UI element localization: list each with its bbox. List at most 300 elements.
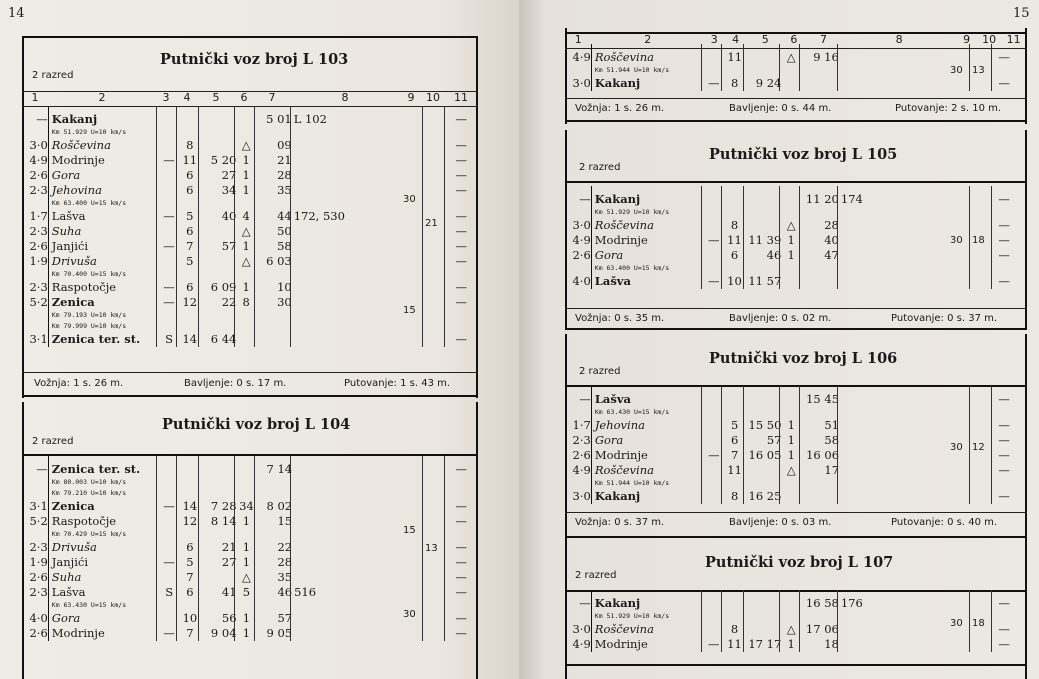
connection-note <box>292 138 402 153</box>
departure-time: 11 20 <box>805 192 839 206</box>
col-header: 1 <box>574 33 582 46</box>
col11: — <box>998 637 1010 651</box>
arrival-time: 8 14 <box>210 514 237 528</box>
col-header: 5 <box>212 91 220 104</box>
column-rule <box>198 106 199 347</box>
col9 <box>402 112 423 127</box>
column-header-row <box>22 91 478 105</box>
run-minutes: 8 <box>186 138 194 152</box>
column-rule <box>799 590 800 652</box>
stop-time: Bavljenje: 0 s. 02 m. <box>729 313 832 324</box>
departure-time: 58 <box>824 433 840 447</box>
run-minutes: 7 <box>186 570 194 584</box>
col9 <box>402 209 423 224</box>
station-row <box>22 153 478 168</box>
departure-time: 46 <box>277 585 293 599</box>
station-row <box>565 76 1017 91</box>
stop-minutes: 1 <box>242 626 251 640</box>
station-row <box>565 463 1017 478</box>
column-rule <box>779 590 780 652</box>
run-minutes: 6 <box>186 540 194 554</box>
distance-km: 4·9 <box>572 233 591 247</box>
arrival-time: 34 <box>221 183 237 197</box>
station-name: Roščevina <box>594 622 654 636</box>
connection-note <box>292 555 402 570</box>
station-row <box>22 168 478 183</box>
distance-km: 2·6 <box>572 448 591 462</box>
column-rule <box>48 106 49 347</box>
station-row <box>22 462 478 477</box>
col10 <box>423 254 444 269</box>
col10 <box>423 585 444 600</box>
station-name: Kakanj <box>594 596 641 610</box>
col11: — <box>998 76 1010 90</box>
col10 <box>970 392 991 407</box>
col10 <box>423 499 444 514</box>
col9 <box>402 585 423 600</box>
speed-note-row <box>22 127 478 138</box>
distance-km: 4·9 <box>572 637 591 651</box>
station-row <box>565 218 1017 233</box>
speed-note-row <box>565 207 1017 218</box>
distance-km: 4·9 <box>572 463 591 477</box>
col-header: 2 <box>98 91 106 104</box>
stop-type: — <box>163 239 175 253</box>
col10 <box>970 274 991 289</box>
arrival-time: 6 44 <box>210 332 237 346</box>
col10 <box>423 153 444 168</box>
total-time: Putovanje: 1 s. 43 m. <box>344 378 451 389</box>
station-row <box>22 239 478 254</box>
station-row <box>565 392 1017 407</box>
station-name: Kakanj <box>594 192 641 206</box>
col11: — <box>998 218 1010 232</box>
distance-km: 4·9 <box>29 153 48 167</box>
distance-km: 3·0 <box>572 76 591 90</box>
stop-minutes: 1 <box>242 153 250 167</box>
departure-time: 17 <box>824 463 840 477</box>
station-name: Zenica ter. st. <box>51 462 141 476</box>
speed-note-row <box>22 488 478 499</box>
departure-time: 40 <box>824 233 839 247</box>
col-header: 10 <box>426 91 440 104</box>
stop-minutes: △ <box>786 463 796 477</box>
column-rule <box>743 386 744 504</box>
departure-time: 51 <box>824 418 840 432</box>
column-rule <box>779 186 780 289</box>
distance-km: 2·3 <box>29 224 48 238</box>
column-rule <box>444 106 445 347</box>
column-rule <box>156 106 157 347</box>
station-name: Zenica <box>51 499 95 513</box>
arrival-time: 15 50 <box>748 418 782 432</box>
connection-note <box>292 540 402 555</box>
station-name: Kakanj <box>594 489 641 503</box>
arrival-time: 57 <box>221 239 237 253</box>
col11: — <box>455 224 468 238</box>
connection-note <box>839 274 949 289</box>
col9 <box>948 76 969 91</box>
stop-minutes: △ <box>241 224 251 238</box>
arrival-time <box>745 218 781 233</box>
timing-annotation: 15 <box>403 524 416 536</box>
connection-note <box>839 448 948 463</box>
stop-minutes: 1 <box>242 280 250 294</box>
column-rule <box>991 386 992 504</box>
column-rule <box>701 590 702 652</box>
col11: — <box>998 463 1010 477</box>
connection-note <box>839 392 948 407</box>
station-name: Drivuša <box>51 540 97 554</box>
stop-type: — <box>707 233 720 247</box>
arrival-time <box>201 112 237 127</box>
stop-minutes: 4 <box>242 209 250 223</box>
col11: — <box>998 274 1010 288</box>
col11: — <box>998 433 1010 447</box>
timing-annotation: 30 <box>950 618 963 629</box>
arrival-time: 5 20 <box>210 153 237 167</box>
run-minutes: 5 <box>730 418 739 432</box>
stop-minutes: 1 <box>242 514 251 528</box>
class-label: 2 razred <box>32 70 74 81</box>
departure-time: 16 58 <box>805 596 839 610</box>
col11: — <box>455 280 468 294</box>
run-minutes: 11 <box>727 50 743 64</box>
col11: — <box>455 462 468 476</box>
distance-km: — <box>36 462 48 476</box>
col10 <box>423 138 444 153</box>
col10 <box>423 112 444 127</box>
col11: — <box>455 555 468 569</box>
stop-type: — <box>163 626 175 640</box>
arrival-time <box>201 138 237 153</box>
train-title: Putnički voz broj L 105 <box>709 146 898 163</box>
train-l103-continuation <box>565 28 1027 124</box>
arrival-time <box>746 463 782 478</box>
col11: — <box>998 50 1010 64</box>
col9 <box>948 274 969 289</box>
distance-km: 4·9 <box>572 50 591 64</box>
col10 <box>423 555 444 570</box>
column-rule <box>721 386 722 504</box>
class-label: 2 razred <box>32 436 74 447</box>
arrival-time <box>201 570 237 585</box>
station-name: Janjići <box>51 555 89 569</box>
run-minutes: 8 <box>730 218 739 232</box>
station-name: Modrinje <box>51 153 105 167</box>
col10 <box>423 295 444 310</box>
column-rule <box>969 590 970 652</box>
col11: — <box>998 392 1010 406</box>
col9 <box>402 332 423 347</box>
col11: — <box>455 295 468 309</box>
station-name: Roščevina <box>594 218 654 232</box>
station-name: Modrinje <box>51 626 105 640</box>
column-rule <box>254 106 255 347</box>
left-page <box>0 0 519 679</box>
station-name: Drivuša <box>51 254 97 268</box>
stop-type: — <box>163 295 175 309</box>
departure-time: 28 <box>277 168 292 182</box>
run-minutes: 7 <box>186 626 194 640</box>
total-time: Putovanje: 0 s. 40 m. <box>891 517 998 528</box>
station-name: Gora <box>594 433 624 447</box>
connection-note: 172, 530 <box>293 209 345 223</box>
departure-time <box>801 274 839 289</box>
run-minutes: 12 <box>182 295 198 309</box>
station-name: Modrinje <box>594 233 648 247</box>
arrival-time: 56 <box>221 611 237 625</box>
station-row <box>22 626 478 641</box>
departure-time: 47 <box>824 248 839 262</box>
departure-time: 9 05 <box>266 626 293 640</box>
column-rule <box>254 456 255 641</box>
run-minutes: 6 <box>186 224 194 238</box>
stop-type: — <box>708 448 720 462</box>
col11: — <box>455 626 468 640</box>
column-rule <box>799 186 800 289</box>
col10 <box>970 463 991 478</box>
col-header: 2 <box>644 33 652 46</box>
timing-annotation: 12 <box>972 442 985 453</box>
column-rule <box>591 186 592 289</box>
distance-km: 4·0 <box>29 611 48 625</box>
column-rule <box>779 386 780 504</box>
distance-km: 1·7 <box>572 418 591 432</box>
col-header: 6 <box>240 91 248 104</box>
col-header: 4 <box>732 33 740 46</box>
speed-note: Km 79.999 U=10 km/s <box>51 322 127 330</box>
distance-km: 2·6 <box>29 626 48 640</box>
departure-time: 28 <box>824 218 839 232</box>
station-name: Gora <box>594 248 624 262</box>
run-minutes: 6 <box>730 248 739 262</box>
col10 <box>970 76 991 91</box>
arrival-time: 17 17 <box>748 637 782 651</box>
connection-note <box>292 183 402 198</box>
station-name: Raspotočje <box>51 514 117 528</box>
col10 <box>423 570 444 585</box>
travel-time: Vožnja: 1 s. 26 m. <box>34 378 124 389</box>
distance-km: 2·6 <box>29 168 48 182</box>
speed-note: Km 51.944 U=10 km/s <box>594 479 670 487</box>
departure-time: 35 <box>277 183 292 197</box>
train-l106-section <box>565 334 1027 540</box>
stop-minutes: 1 <box>787 637 795 651</box>
col9 <box>402 462 423 477</box>
column-rule <box>591 44 592 91</box>
col11: — <box>998 192 1010 206</box>
departure-time: 7 14 <box>266 462 293 476</box>
column-rule <box>234 456 235 641</box>
total-time: Putovanje: 2 s. 10 m. <box>895 103 1002 114</box>
train-title: Putnički voz broj L 106 <box>709 350 898 367</box>
distance-km: 3·0 <box>572 489 591 503</box>
col9 <box>402 239 423 254</box>
station-name: Zenica ter. st. <box>51 332 141 346</box>
col10 <box>970 489 991 504</box>
run-minutes: 11 <box>182 153 198 167</box>
connection-note <box>292 224 402 239</box>
speed-note: Km 79.210 U=10 km/s <box>51 489 127 497</box>
column-rule <box>799 386 800 504</box>
station-row <box>565 418 1017 433</box>
departure-time: 22 <box>277 540 293 554</box>
arrival-time: 9 04 <box>210 626 237 640</box>
arrival-time <box>201 462 237 477</box>
stop-minutes: 1 <box>787 433 795 447</box>
col9 <box>402 570 423 585</box>
col-header: 11 <box>1006 33 1021 46</box>
col9 <box>402 540 423 555</box>
connection-note <box>292 280 402 295</box>
stop-type: — <box>707 637 720 651</box>
stop-time: Bavljenje: 0 s. 44 m. <box>729 103 832 114</box>
col10 <box>423 462 444 477</box>
col11: — <box>455 332 468 346</box>
distance-km: 2·3 <box>29 540 48 554</box>
distance-km: 3·1 <box>29 332 48 346</box>
departure-time: 28 <box>277 555 293 569</box>
stop-minutes: 1 <box>242 168 250 182</box>
stop-minutes: 34 <box>239 499 254 513</box>
run-minutes: 11 <box>727 463 742 477</box>
station-row <box>22 555 478 570</box>
column-rule <box>743 590 744 652</box>
col9 <box>948 418 969 433</box>
column-rule <box>48 456 49 641</box>
travel-time: Vožnja: 0 s. 35 m. <box>575 313 665 324</box>
run-minutes: 7 <box>730 448 739 462</box>
station-row <box>565 50 1017 65</box>
column-rule <box>591 590 592 652</box>
run-minutes: 6 <box>186 280 194 294</box>
stop-minutes: 1 <box>787 418 795 432</box>
run-minutes: 11 <box>727 637 742 651</box>
connection-note <box>292 499 402 514</box>
connection-note <box>292 514 402 529</box>
col10 <box>970 596 991 611</box>
departure-time: 44 <box>277 209 292 223</box>
speed-note-row <box>565 407 1017 418</box>
speed-note: Km 79.193 U=10 km/s <box>51 311 127 319</box>
column-rule <box>422 456 423 641</box>
arrival-time: 57 <box>766 433 782 447</box>
run-minutes: 11 <box>727 233 742 247</box>
column-rule <box>701 44 702 91</box>
departure-time: 35 <box>277 570 293 584</box>
col11: — <box>455 611 468 625</box>
run-minutes: 10 <box>182 611 198 625</box>
station-name: Kakanj <box>594 76 641 90</box>
distance-km: 1·9 <box>29 555 48 569</box>
arrival-time: 16 25 <box>748 489 782 503</box>
distance-km: — <box>579 596 591 610</box>
speed-note-row <box>565 263 1017 274</box>
col10 <box>423 280 444 295</box>
departure-time: 58 <box>277 239 292 253</box>
station-name: Roščevina <box>594 463 654 477</box>
timing-annotation: 13 <box>972 64 985 76</box>
arrival-time: 11 57 <box>748 274 782 288</box>
col9 <box>402 153 423 168</box>
station-row <box>565 192 1017 207</box>
stop-minutes: 1 <box>787 248 795 262</box>
station-name: Gora <box>51 611 81 625</box>
station-name: Lašva <box>594 392 631 406</box>
col11: — <box>455 570 468 584</box>
timing-annotation: 15 <box>403 304 416 316</box>
distance-km: 3·1 <box>29 499 48 513</box>
col-header: 3 <box>162 91 170 104</box>
run-minutes: 6 <box>186 585 194 599</box>
column-rule <box>176 106 177 347</box>
station-name: Zenica <box>51 295 95 309</box>
distance-km: 2·3 <box>572 433 591 447</box>
stop-type: — <box>163 499 175 513</box>
col9 <box>948 248 969 263</box>
column-rule <box>991 186 992 289</box>
speed-note: Km 51.944 U=10 km/s <box>594 66 670 74</box>
col9 <box>948 192 969 207</box>
station-row <box>565 489 1017 504</box>
connection-note <box>839 233 949 248</box>
stop-type: — <box>163 555 175 569</box>
arrival-time: 11 39 <box>748 233 782 247</box>
total-time: Putovanje: 0 s. 37 m. <box>891 313 998 324</box>
column-rule <box>969 386 970 504</box>
travel-time: Vožnja: 0 s. 37 m. <box>575 517 665 528</box>
distance-km: 2·3 <box>29 183 48 197</box>
col11: — <box>455 585 468 599</box>
distance-km: 5·2 <box>29 295 48 309</box>
connection-note: 516 <box>294 585 317 599</box>
connection-note <box>292 295 402 310</box>
run-minutes: 7 <box>186 239 194 253</box>
col11: — <box>998 489 1010 503</box>
col-header: 11 <box>454 91 468 104</box>
station-row <box>22 499 478 514</box>
column-rule <box>234 106 235 347</box>
class-label: 2 razred <box>575 570 617 581</box>
col10 <box>423 626 444 641</box>
speed-note: Km 63.430 U=15 km/s <box>594 408 670 416</box>
col10 <box>970 50 991 65</box>
column-rule <box>290 456 291 641</box>
stop-minutes: 5 <box>242 585 251 599</box>
stop-type: S <box>165 332 173 346</box>
col11: — <box>455 540 468 554</box>
col11: — <box>455 138 468 152</box>
col9 <box>948 218 969 233</box>
station-name: Gora <box>51 168 81 182</box>
connection-note <box>292 168 402 183</box>
arrival-time <box>201 224 237 239</box>
run-minutes: 6 <box>186 168 194 182</box>
col11: — <box>455 239 468 253</box>
col11: — <box>455 153 468 167</box>
column-rule <box>837 186 838 289</box>
stop-minutes: 1 <box>242 611 251 625</box>
connection-note <box>839 463 948 478</box>
class-label: 2 razred <box>579 162 621 173</box>
distance-km: — <box>36 112 48 126</box>
distance-km: — <box>579 192 591 206</box>
train-l107-section <box>565 540 1027 679</box>
column-rule <box>721 590 722 652</box>
station-row <box>22 254 478 269</box>
stop-minutes: 1 <box>242 555 251 569</box>
